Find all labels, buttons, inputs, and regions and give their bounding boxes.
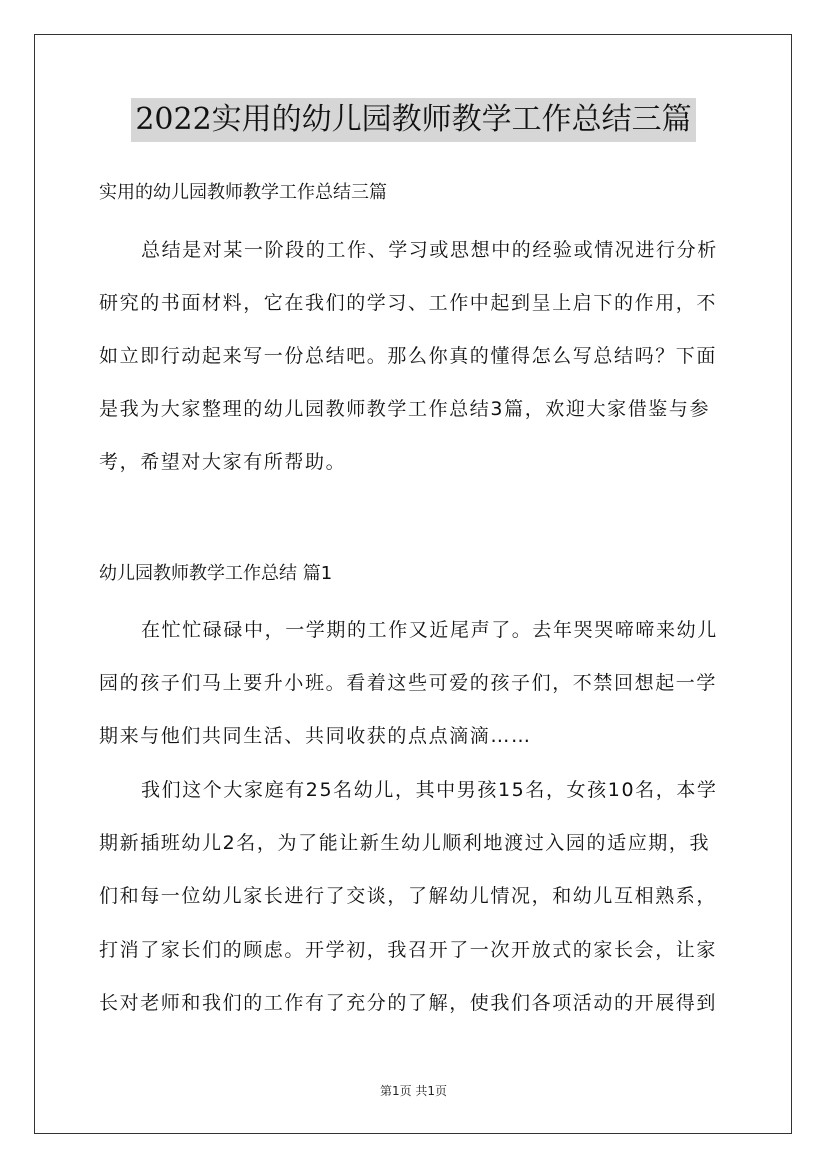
section-heading: 幼儿园教师教学工作总结 篇1 [99, 563, 333, 584]
section1-para1-line: 园的孩子们马上要升小班。看着这些可爱的孩子们，不禁回想起一学 [99, 672, 718, 694]
document-subtitle: 实用的幼儿园教师教学工作总结三篇 [99, 182, 387, 203]
section1-para2-line: 长对老师和我们的工作有了充分的了解，使我们各项活动的开展得到 [99, 992, 718, 1014]
document-title: 2022实用的幼儿园教师教学工作总结三篇 [131, 98, 695, 142]
section1-para2-line: 我们这个大家庭有25名幼儿，其中男孩15名，女孩10名，本学 [141, 779, 718, 801]
section1-para1-line: 在忙忙碌碌中，一学期的工作又近尾声了。去年哭哭啼啼来幼儿 [141, 619, 718, 641]
intro-line: 研究的书面材料，它在我们的学习、工作中起到呈上启下的作用，不 [99, 292, 718, 314]
section1-para2-line: 期新插班幼儿2名，为了能让新生幼儿顺利地渡过入园的适应期，我 [99, 832, 711, 854]
intro-line: 考，希望对大家有所帮助。 [99, 451, 347, 473]
section1-para2-line: 打消了家长们的顾虑。开学初，我召开了一次开放式的家长会，让家 [99, 939, 718, 961]
title-container [0, 98, 827, 142]
intro-line: 如立即行动起来写一份总结吧。那么你真的懂得怎么写总结吗？下面 [99, 345, 718, 367]
section1-para1-line: 期来与他们共同生活、共同收获的点点滴滴…… [99, 725, 532, 747]
page-number-footer: 第1页 共1页 [379, 1084, 448, 1098]
intro-line: 是我为大家整理的幼儿园教师教学工作总结3篇，欢迎大家借鉴与参 [99, 398, 711, 420]
section1-para2-line: 们和每一位幼儿家长进行了交谈，了解幼儿情况，和幼儿互相熟系， [99, 885, 718, 907]
intro-line: 总结是对某一阶段的工作、学习或思想中的经验或情况进行分析 [141, 239, 718, 261]
